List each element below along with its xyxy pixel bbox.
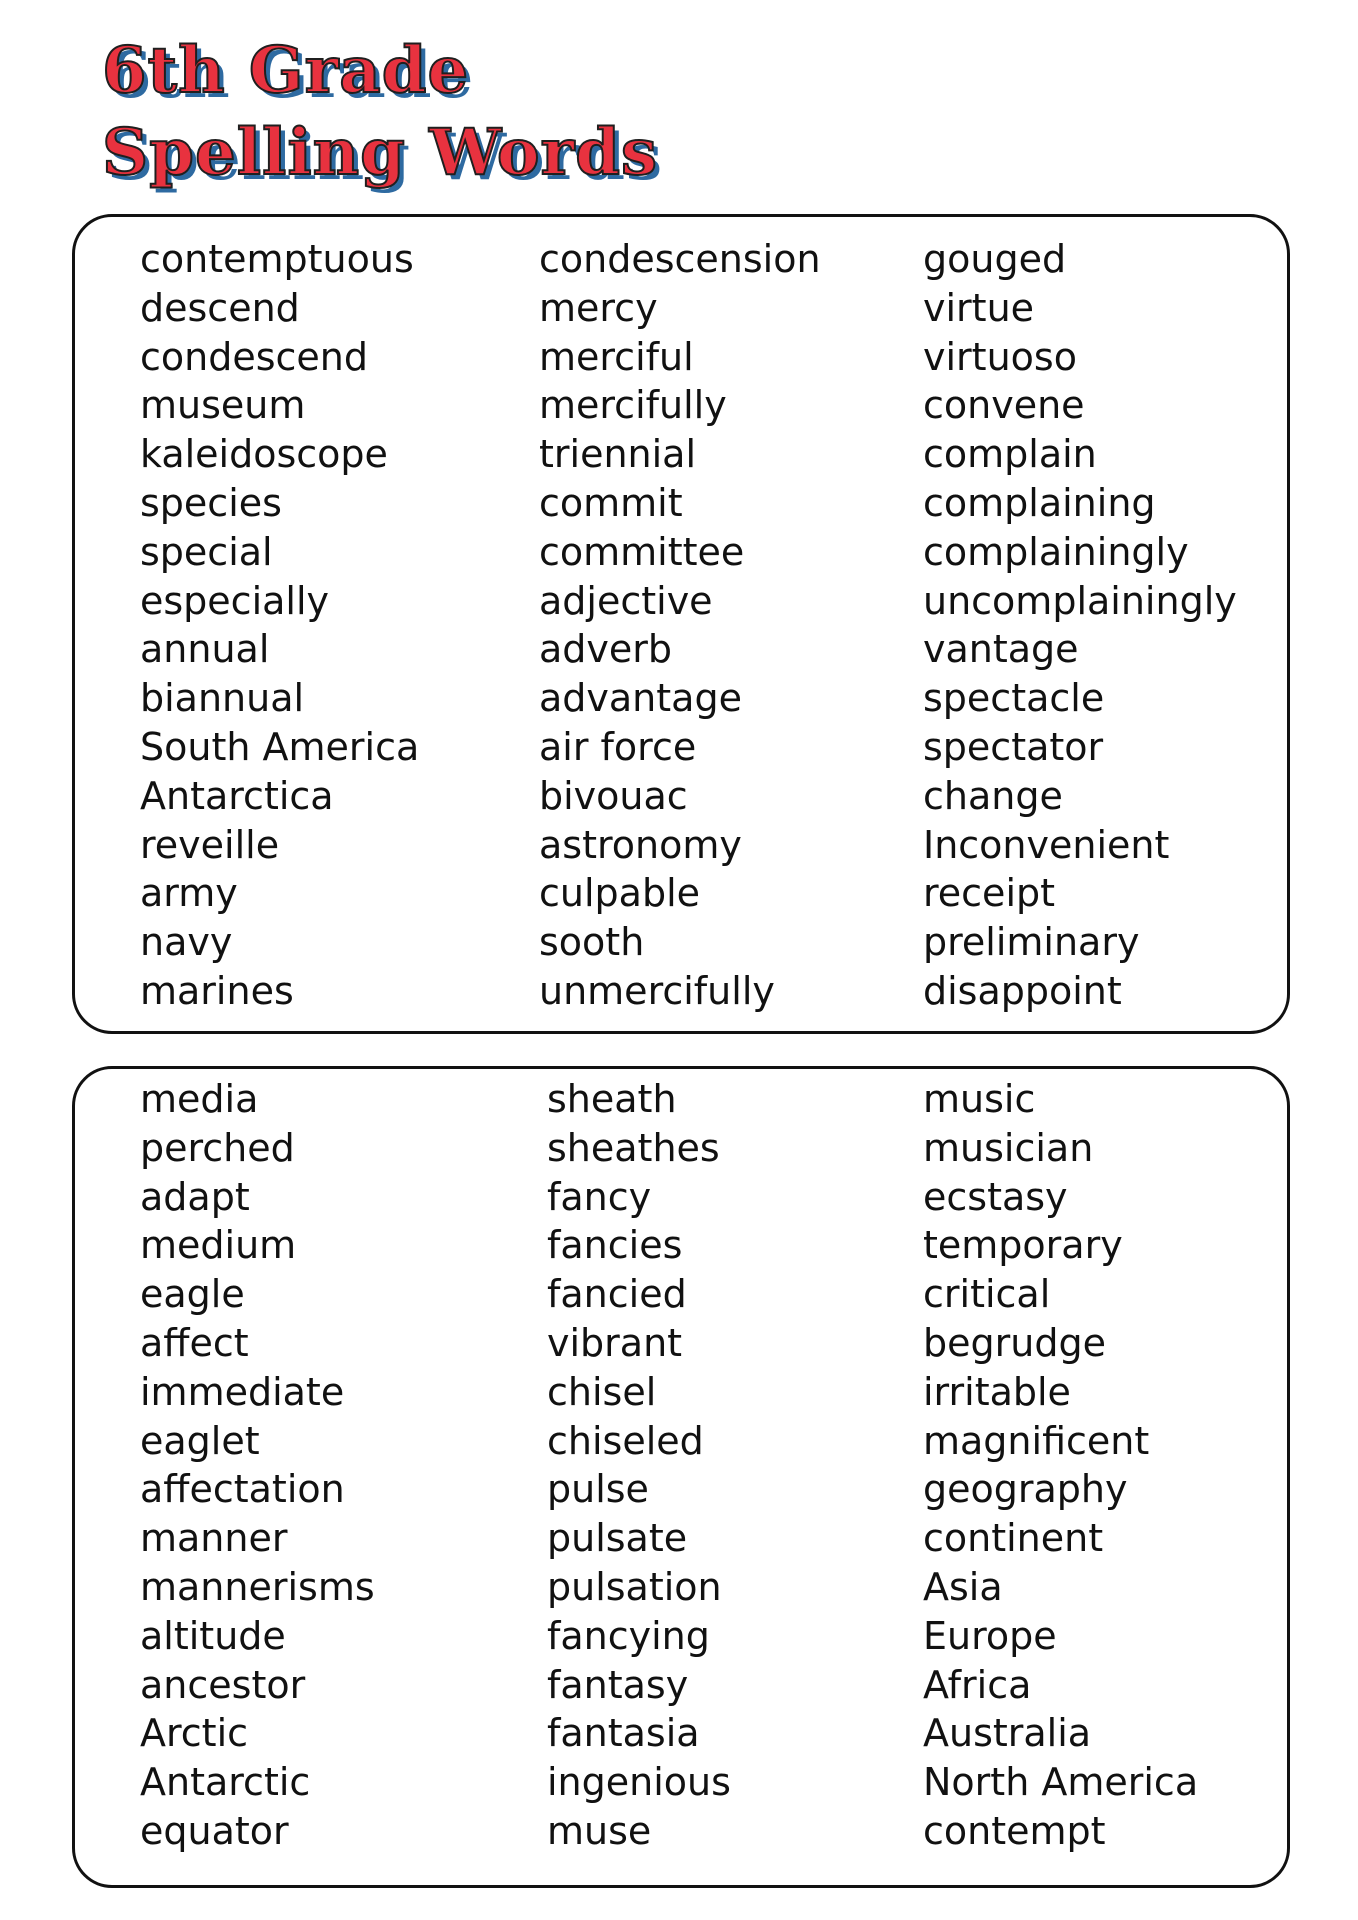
spelling-word: army	[140, 871, 238, 916]
spelling-word: especially	[140, 578, 330, 623]
spelling-word: manner	[140, 1516, 288, 1561]
spelling-word: spectator	[923, 724, 1104, 769]
spelling-word: temporary	[923, 1223, 1123, 1268]
spelling-word: advantage	[539, 676, 742, 721]
spelling-word: sheathes	[547, 1125, 720, 1170]
spelling-word: complaining	[923, 480, 1156, 525]
spelling-word: geography	[923, 1467, 1128, 1512]
spelling-word: Africa	[923, 1662, 1032, 1707]
spelling-word: sheath	[547, 1077, 677, 1121]
spelling-word: virtue	[923, 285, 1035, 330]
spelling-word: marines	[140, 968, 294, 1013]
spelling-word: media	[140, 1077, 259, 1121]
spelling-word: chisel	[547, 1369, 657, 1414]
spelling-word: vibrant	[547, 1320, 683, 1365]
spelling-word: special	[140, 529, 273, 574]
spelling-word: North America	[923, 1760, 1199, 1805]
spelling-word: altitude	[140, 1613, 286, 1658]
spelling-word: fancy	[547, 1174, 652, 1219]
spelling-word: virtuoso	[923, 334, 1077, 379]
spelling-word: vantage	[923, 627, 1079, 672]
spelling-word: contempt	[923, 1808, 1106, 1853]
spelling-word: change	[923, 773, 1063, 818]
spelling-word: mannerisms	[140, 1564, 375, 1609]
spelling-word: fancying	[547, 1613, 710, 1658]
spelling-word: fantasia	[547, 1711, 700, 1756]
spelling-word: adjective	[539, 578, 713, 623]
spelling-word: affectation	[140, 1467, 345, 1512]
spelling-word: Inconvenient	[923, 822, 1170, 867]
spelling-word: Antarctic	[140, 1760, 311, 1805]
word-column-2	[539, 235, 821, 1016]
spelling-word: preliminary	[923, 920, 1140, 965]
spelling-word: continent	[923, 1516, 1104, 1561]
spelling-word: affect	[140, 1320, 249, 1365]
spelling-word: committee	[539, 529, 745, 574]
spelling-word: mercy	[539, 285, 658, 330]
word-column-3	[923, 235, 1237, 1016]
spelling-word: immediate	[140, 1369, 345, 1414]
spelling-word: adapt	[140, 1174, 250, 1219]
spelling-word: unmercifully	[539, 968, 775, 1013]
spelling-word: kaleidoscope	[140, 432, 388, 477]
word-column-1	[140, 1075, 375, 1856]
spelling-word: equator	[140, 1808, 289, 1853]
spelling-word: Australia	[923, 1711, 1092, 1756]
spelling-word: descend	[140, 285, 300, 330]
spelling-word: triennial	[539, 432, 697, 477]
spelling-word: convene	[923, 383, 1085, 428]
spelling-word: condescend	[140, 334, 368, 379]
spelling-word: ecstasy	[923, 1174, 1068, 1219]
spelling-word: complainingly	[923, 529, 1189, 574]
spelling-word: medium	[140, 1223, 297, 1268]
spelling-word: music	[923, 1077, 1036, 1121]
spelling-word: disappoint	[923, 968, 1122, 1013]
word-column-1	[140, 235, 419, 1016]
spelling-word: bivouac	[539, 773, 688, 818]
spelling-word: commit	[539, 480, 683, 525]
spelling-word: uncomplainingly	[923, 578, 1237, 623]
spelling-word: receipt	[923, 871, 1056, 916]
spelling-word: fancied	[547, 1272, 687, 1317]
spelling-word: fancies	[547, 1223, 683, 1268]
spelling-word: contemptuous	[140, 237, 414, 281]
spelling-word: culpable	[539, 871, 700, 916]
word-column-2	[547, 1075, 731, 1856]
spelling-word: begrudge	[923, 1320, 1106, 1365]
spelling-word: pulse	[547, 1467, 649, 1512]
spelling-word: Europe	[923, 1613, 1057, 1658]
spelling-word: Asia	[923, 1564, 1003, 1609]
spelling-word: perched	[140, 1125, 295, 1170]
spelling-word: annual	[140, 627, 270, 672]
title-line-1: 6th Grade	[102, 33, 470, 108]
spelling-word: muse	[547, 1808, 652, 1853]
spelling-word: navy	[140, 920, 233, 965]
spelling-word: astronomy	[539, 822, 742, 867]
spelling-word: adverb	[539, 627, 673, 672]
spelling-word: musician	[923, 1125, 1094, 1170]
spelling-word: critical	[923, 1272, 1051, 1317]
spelling-word: ingenious	[547, 1760, 731, 1805]
spelling-word: mercifully	[539, 383, 727, 428]
spelling-word: Antarctica	[140, 773, 334, 818]
spelling-word: species	[140, 480, 282, 525]
spelling-word: museum	[140, 383, 306, 428]
spelling-word: chiseled	[547, 1418, 704, 1463]
word-column-3	[923, 1075, 1198, 1856]
spelling-word: spectacle	[923, 676, 1105, 721]
spelling-word: Arctic	[140, 1711, 249, 1756]
spelling-word: pulsate	[547, 1516, 688, 1561]
word-list-box-1	[72, 214, 1290, 1034]
title-line-2: Spelling Words	[102, 115, 659, 190]
spelling-word: sooth	[539, 920, 645, 965]
spelling-word: fantasy	[547, 1662, 689, 1707]
spelling-word: biannual	[140, 676, 305, 721]
spelling-word: pulsation	[547, 1564, 722, 1609]
word-list-box-2	[72, 1066, 1290, 1888]
spelling-word: condescension	[539, 237, 821, 281]
spelling-word: reveille	[140, 822, 280, 867]
spelling-word: South America	[140, 724, 420, 769]
spelling-word: eaglet	[140, 1418, 260, 1463]
spelling-word: magnificent	[923, 1418, 1150, 1463]
spelling-word: air force	[539, 724, 697, 769]
page-title	[102, 30, 658, 194]
spelling-word: ancestor	[140, 1662, 306, 1707]
spelling-word: gouged	[923, 237, 1067, 281]
spelling-word: irritable	[923, 1369, 1071, 1414]
spelling-word: merciful	[539, 334, 694, 379]
spelling-word: complain	[923, 432, 1097, 477]
spelling-word: eagle	[140, 1272, 245, 1317]
